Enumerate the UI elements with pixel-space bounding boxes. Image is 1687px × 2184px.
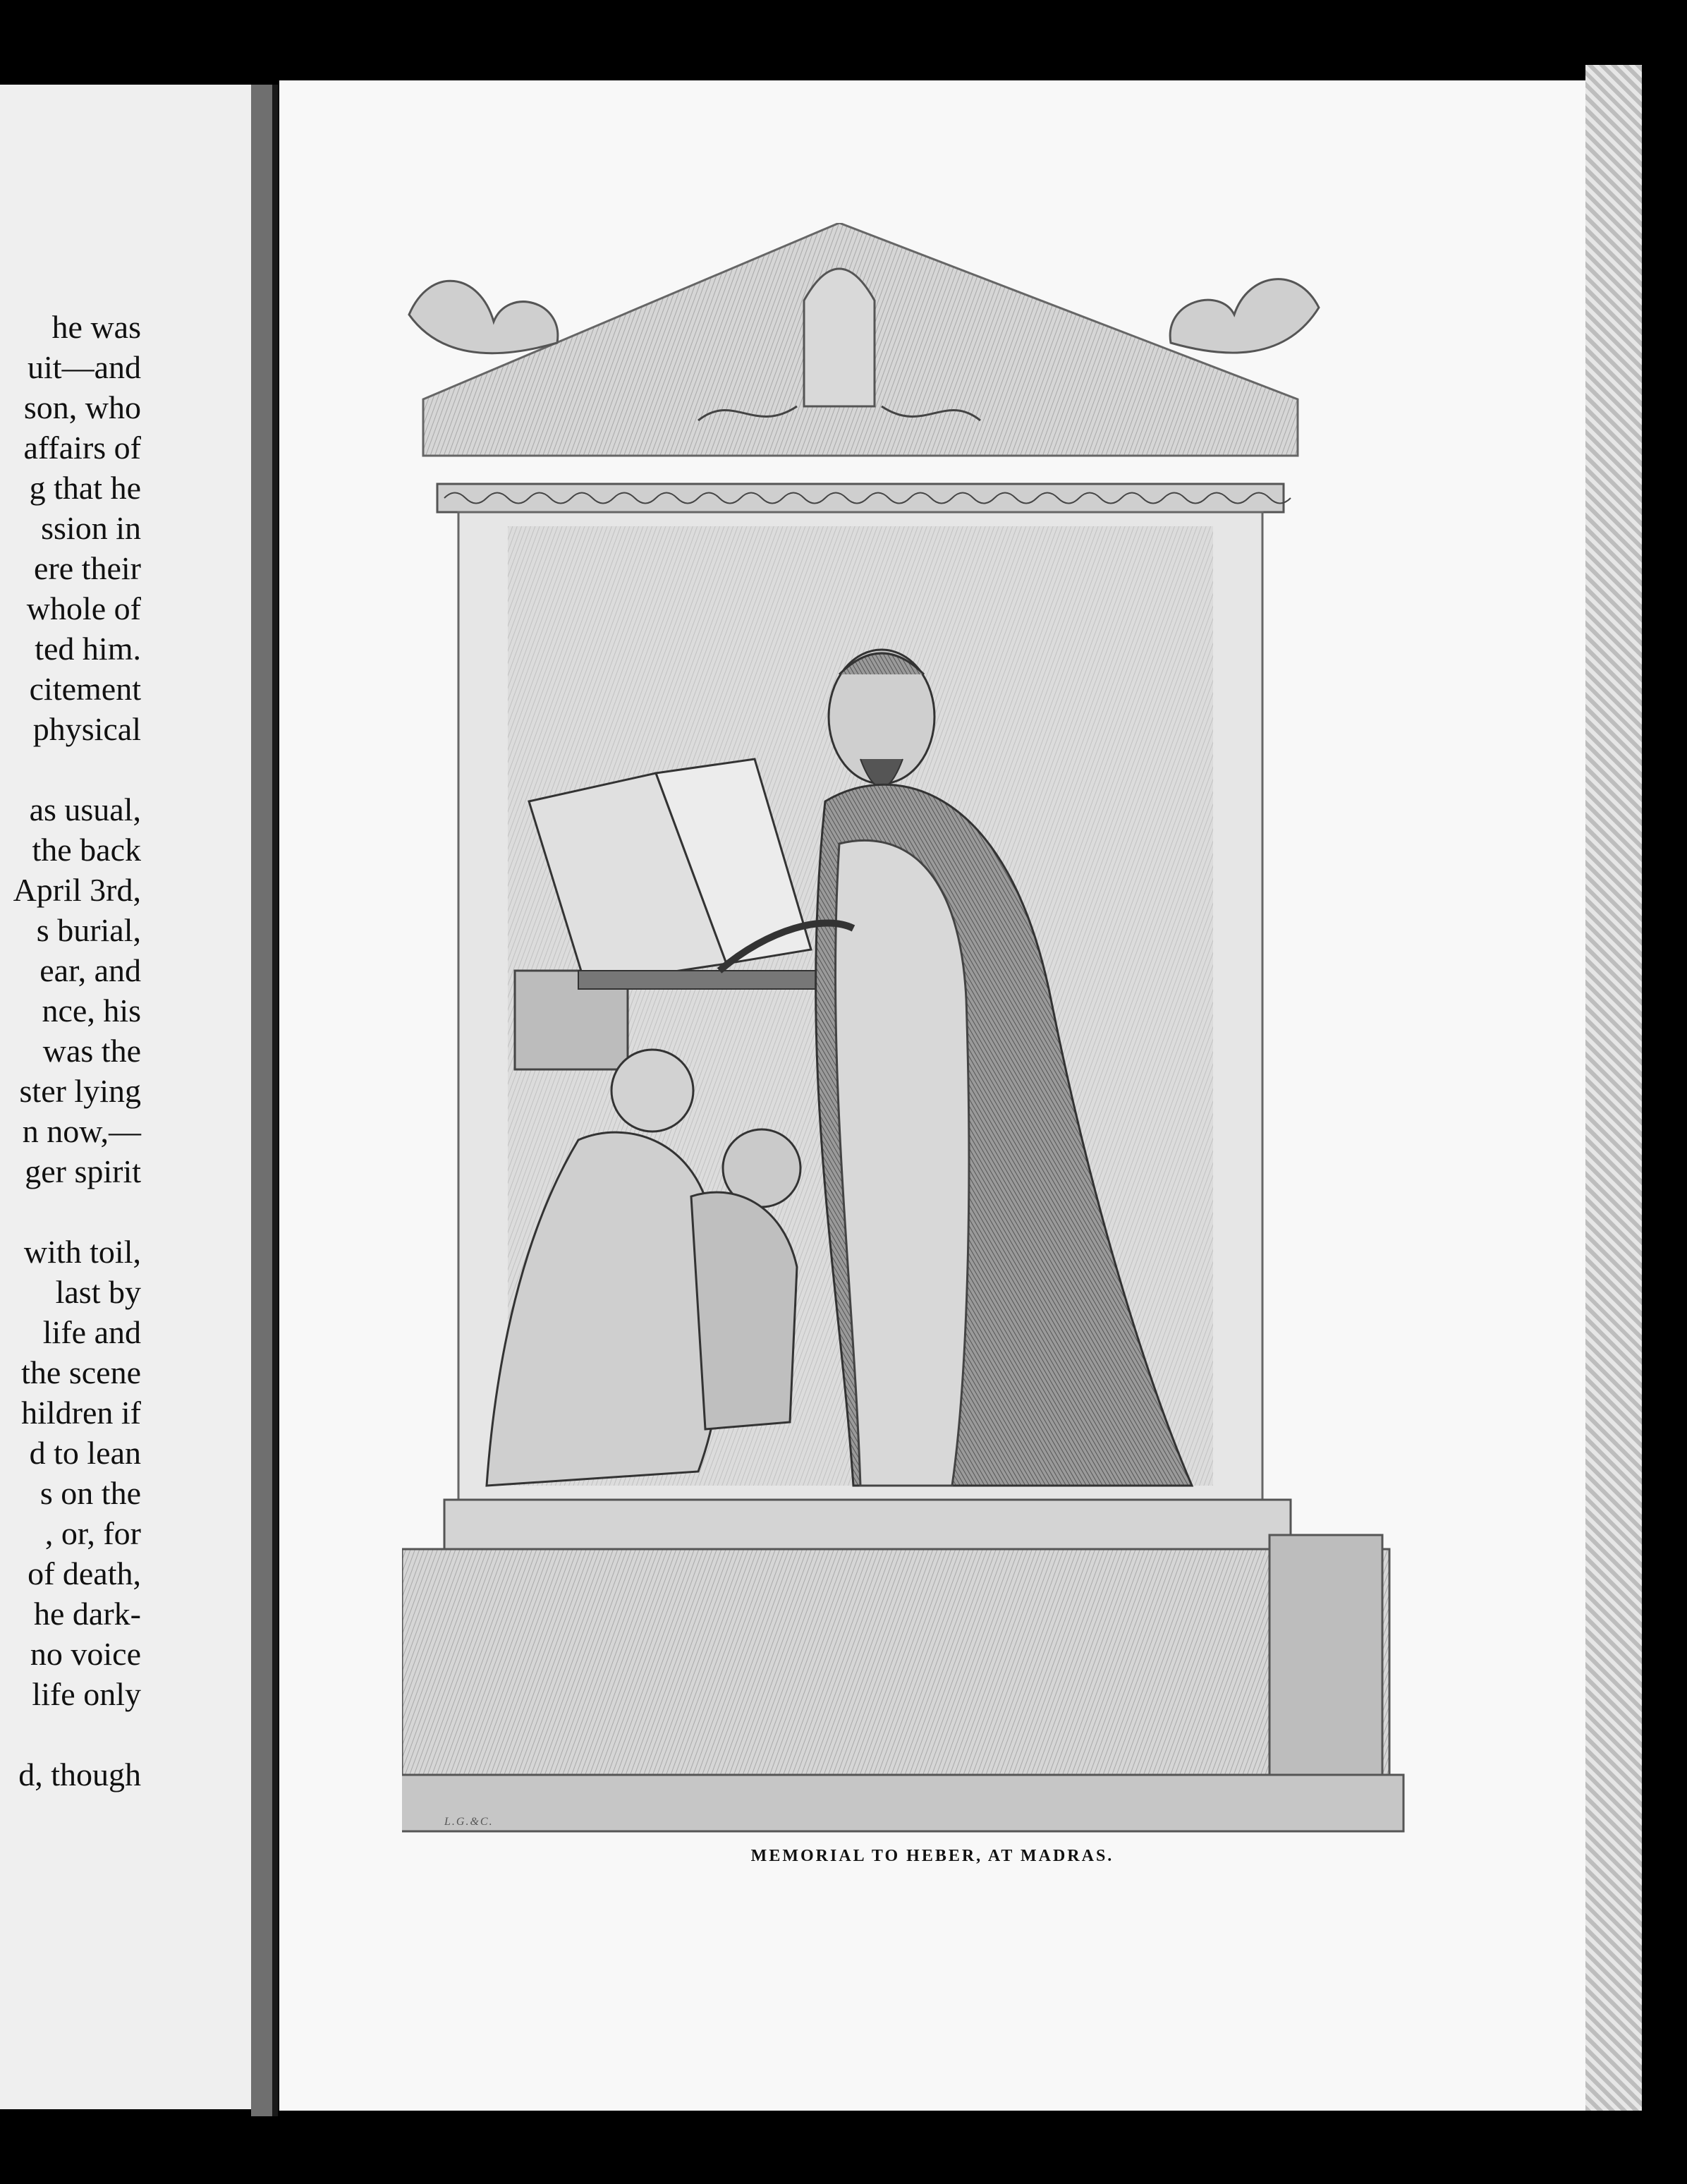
text-line: of death, (28, 1555, 141, 1591)
text-line: g that he (29, 470, 141, 506)
text-line: n now,— (22, 1113, 141, 1149)
text-line: ster lying (19, 1073, 141, 1109)
text-line: as usual, (29, 791, 141, 827)
text-line: citement (29, 671, 141, 707)
text-line: son, who (23, 389, 141, 425)
text-line: ted him. (35, 631, 141, 667)
text-line: life and (42, 1314, 141, 1350)
left-page (0, 85, 254, 2109)
text-line: was the (42, 1033, 141, 1069)
engraver-mark: L.G.&C. (444, 1816, 494, 1828)
text-line: he was (51, 309, 141, 345)
book-gutter (251, 85, 272, 2116)
mitre-icon (804, 269, 875, 406)
text-line: , or, for (44, 1515, 141, 1551)
text-line: with toil, (23, 1234, 141, 1270)
text-line: no voice (30, 1636, 141, 1672)
text-line: last by (55, 1274, 141, 1310)
text-line: d to lean (29, 1435, 141, 1471)
text-line: April 3rd, (13, 872, 141, 908)
text-line: affairs of (23, 430, 141, 466)
text-line: ssion in (41, 510, 141, 546)
text-line: the back (32, 832, 141, 868)
memorial-illustration (402, 223, 1432, 1838)
pedestal (402, 1500, 1403, 1831)
frieze (437, 484, 1284, 512)
text-line: s on the (39, 1475, 141, 1511)
text-line: physical (32, 711, 141, 747)
text-line: life only (32, 1676, 141, 1712)
text-line: hildren if (21, 1395, 141, 1431)
text-line: ger spirit (25, 1153, 141, 1189)
book-edge-pattern (1585, 65, 1642, 2111)
text-line: s burial, (36, 912, 141, 948)
pediment (409, 223, 1319, 456)
figure-caption: MEMORIAL TO HEBER, AT MADRAS. (750, 1847, 1114, 1865)
text-line: uit—and (28, 349, 141, 385)
text-line: ear, and (39, 952, 141, 988)
text-line: nce, his (42, 993, 141, 1029)
text-line: d, though (18, 1757, 141, 1792)
text-line: ere their (34, 550, 141, 586)
text-line: the scene (21, 1354, 141, 1390)
book-gutter-shadow (272, 85, 278, 2116)
text-line: he dark- (34, 1596, 141, 1632)
text-line: whole of (26, 590, 141, 626)
